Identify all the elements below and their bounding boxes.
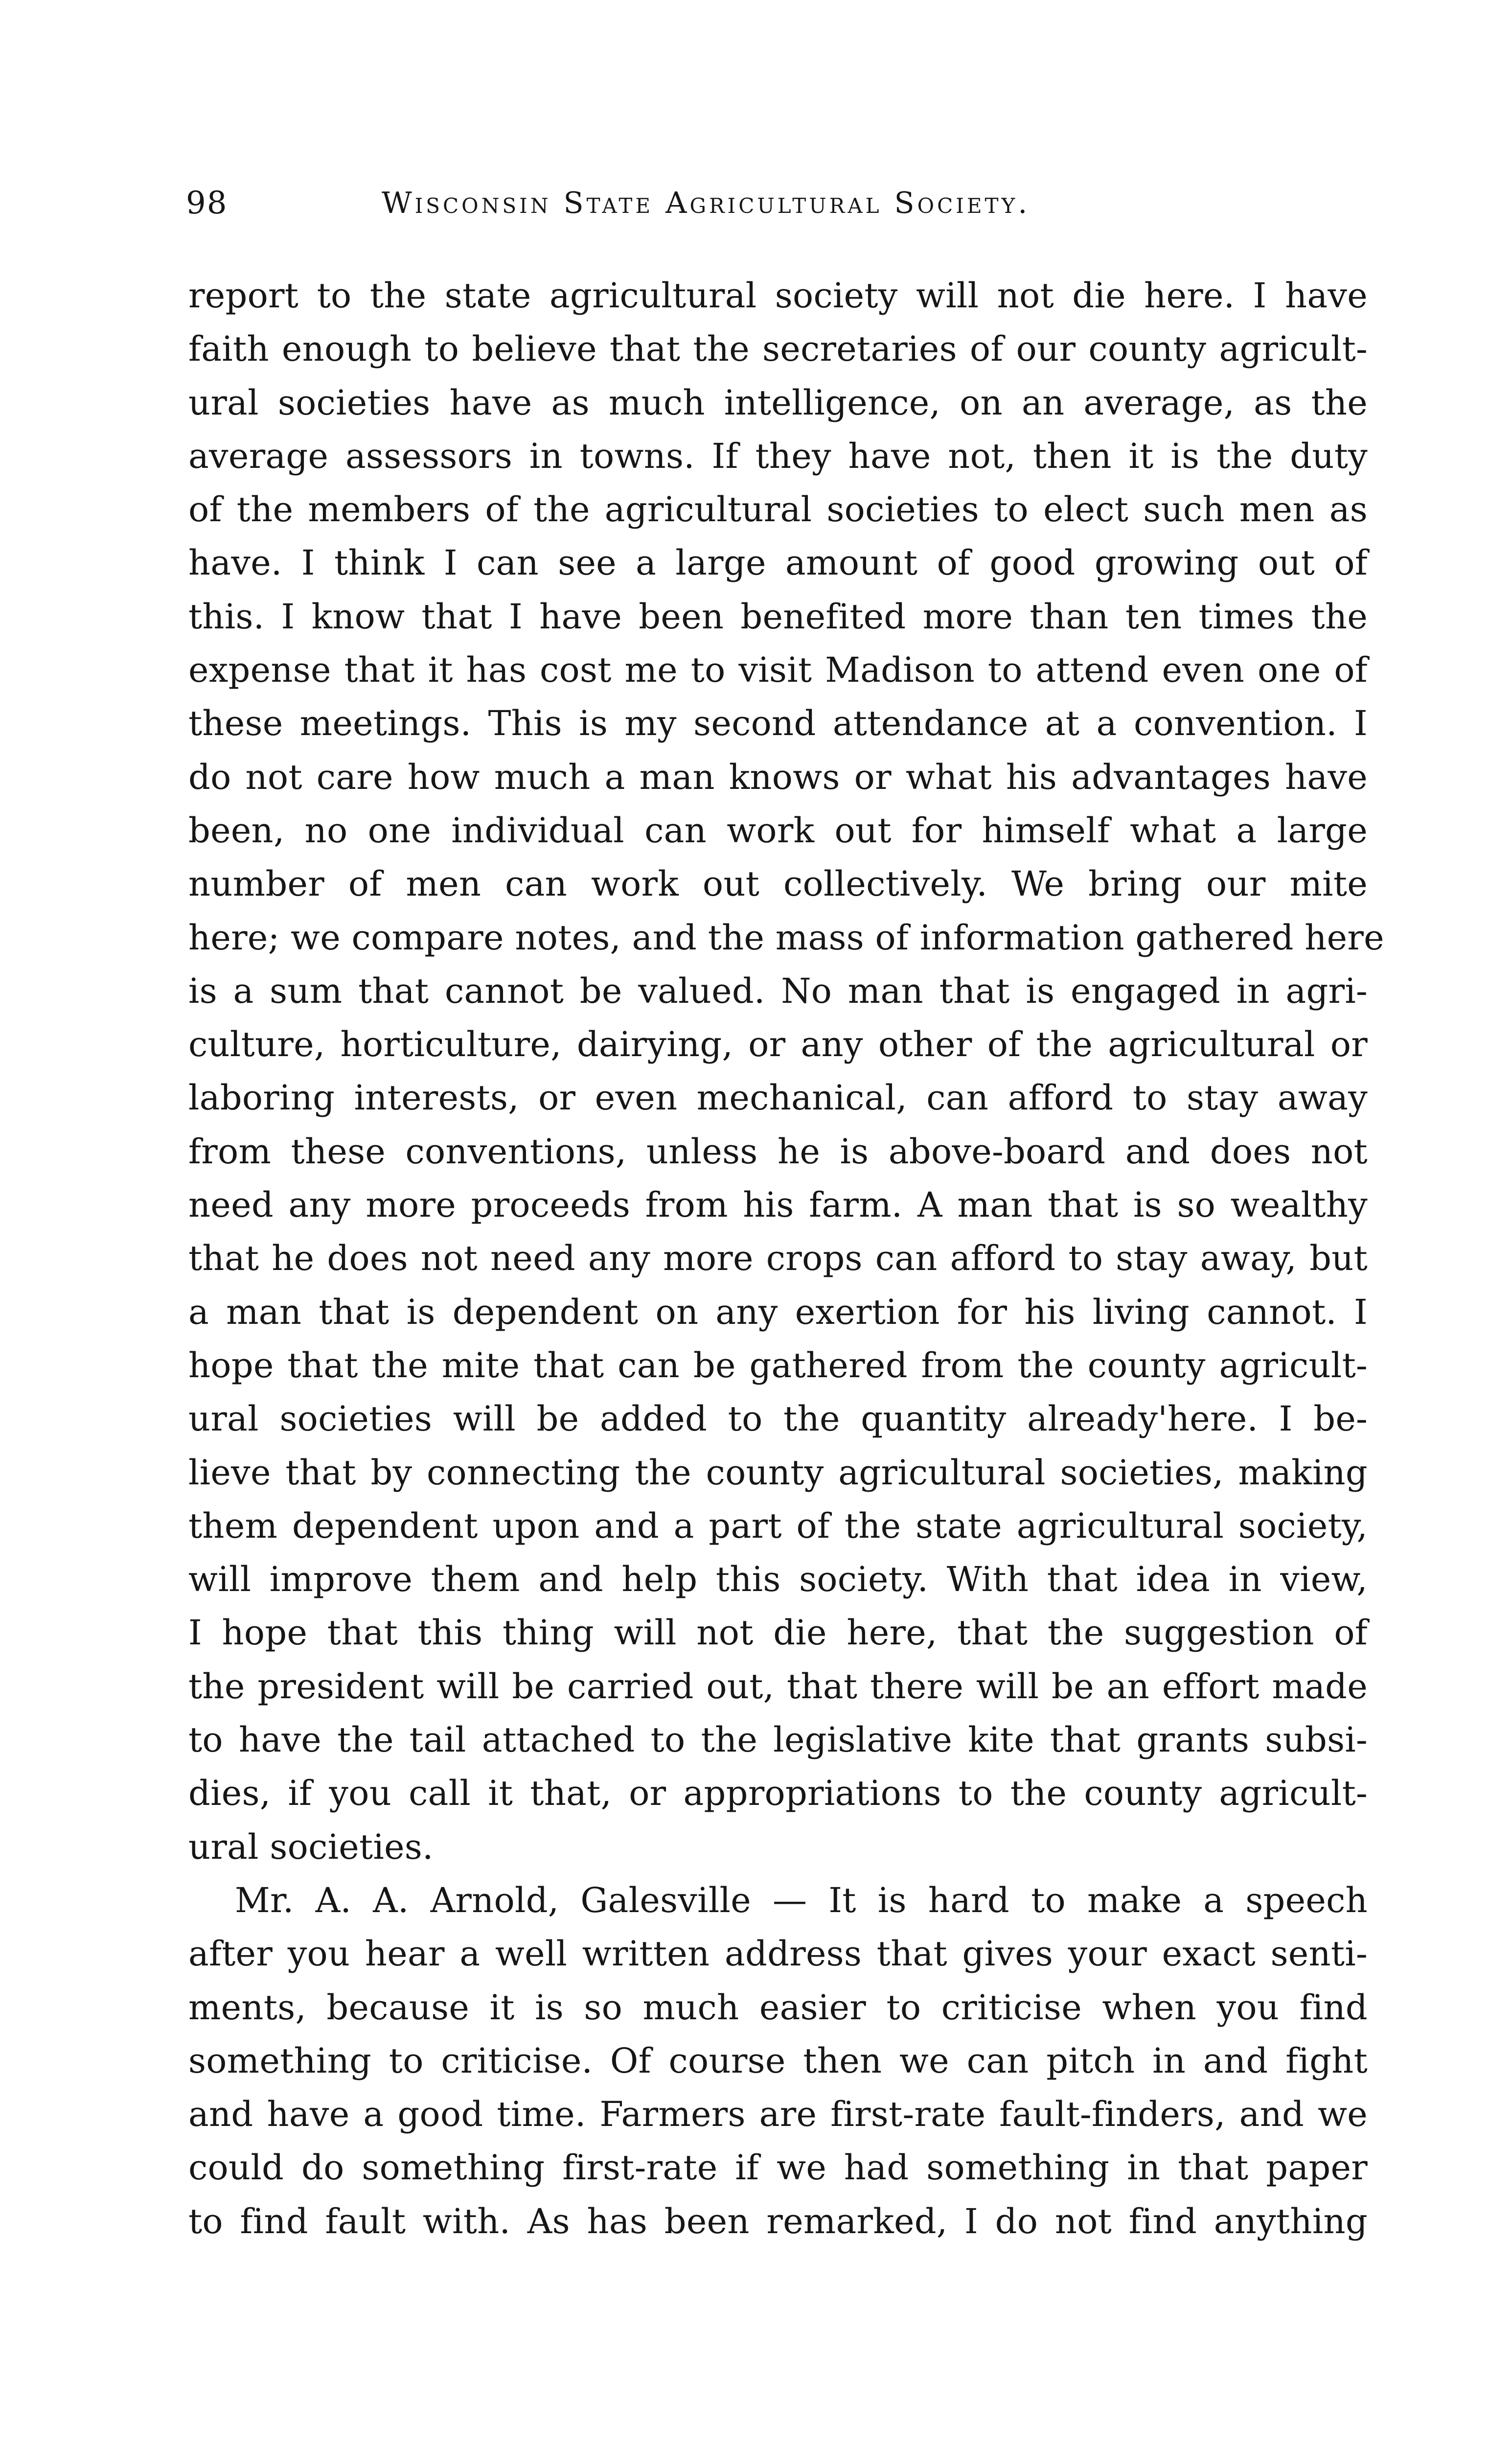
text-line: number of men can work out collectively. We bring our mite [188,864,1368,904]
text-line: is a sum that cannot be valued. No man that is engaged in agri- [188,970,1368,1011]
text-line: culture, horticulture, dairying, or any other of the agricultural or [188,1024,1368,1065]
page-header [186,176,1311,230]
text-line: will improve them and help this society. With that idea in view, [188,1559,1368,1600]
text-line: the president will be carried out, that there will be an effort made [188,1666,1368,1707]
body-text [188,269,1384,2248]
text-line: this. I know that I have been benefited more than ten times the [188,596,1368,637]
text-line: report to the state agricultural society will not die here. I have [188,276,1368,316]
text-line: to find fault with. As has been remarked, I do not find anything [188,2201,1368,2241]
text-line: could do something first-rate if we had something in that paper [188,2147,1368,2188]
text-line: after you hear a well written address that gives your exact senti- [188,1934,1368,1974]
page-number: 98 [186,185,228,221]
text-line: here; we compare notes, and the mass of information gathered here [188,917,1384,958]
text-line: I hope that this thing will not die here, that the suggestion of [188,1613,1368,1653]
text-line: and have a good time. Farmers are first-rate fault-finders, and we [188,2094,1368,2135]
speaker-line: Mr. A. A. Arnold, Galesville — It is hard to make a speech [235,1880,1368,1920]
text-line: from these conventions, unless he is above-board and does not [188,1131,1368,1172]
text-line: dies, if you call it that, or appropriations to the county agricult- [188,1773,1368,1814]
text-line: expense that it has cost me to visit Madison to attend even one of [188,650,1368,691]
text-line: that he does not need any more crops can afford to stay away, but [188,1238,1368,1279]
text-line: lieve that by connecting the county agricultural societies, making [188,1452,1368,1493]
text-line: of the members of the agricultural societies to elect such men as [188,489,1368,530]
text-line: do not care how much a man knows or what his advantages have [188,757,1368,797]
text-line: laboring interests, or even mechanical, can afford to stay away [188,1078,1368,1118]
text-line: hope that the mite that can be gathered from the county agricult- [188,1345,1368,1385]
text-line: need any more proceeds from his farm. A man that is so wealthy [188,1185,1368,1225]
text-line: have. I think I can see a large amount of good growing out of [188,543,1368,583]
text-line: faith enough to believe that the secretaries of our county agricult- [188,329,1368,369]
text-line: ural societies will be added to the quantity already'here. I be- [188,1399,1368,1439]
text-line: these meetings. This is my second attendance at a convention. I [188,703,1368,744]
text-line: a man that is dependent on any exertion for his living cannot. I [188,1292,1368,1332]
text-line: to have the tail attached to the legislative kite that grants subsi- [188,1720,1368,1760]
text-line: ural societies have as much intelligence, on an average, as the [188,382,1368,423]
text-line: something to criticise. Of course then we can pitch in and fight [188,2040,1368,2081]
text-line: average assessors in towns. If they have not, then it is the duty [188,436,1368,476]
text-line: ments, because it is so much easier to criticise when you find [188,1987,1368,2028]
text-line: them dependent upon and a part of the state agricultural society, [188,1505,1368,1546]
text-line: been, no one individual can work out for himself what a large [188,810,1368,851]
running-title: Wisconsin State Agricultural Society. [382,186,1031,220]
paragraph-end-line: ural societies. [188,1826,434,1867]
